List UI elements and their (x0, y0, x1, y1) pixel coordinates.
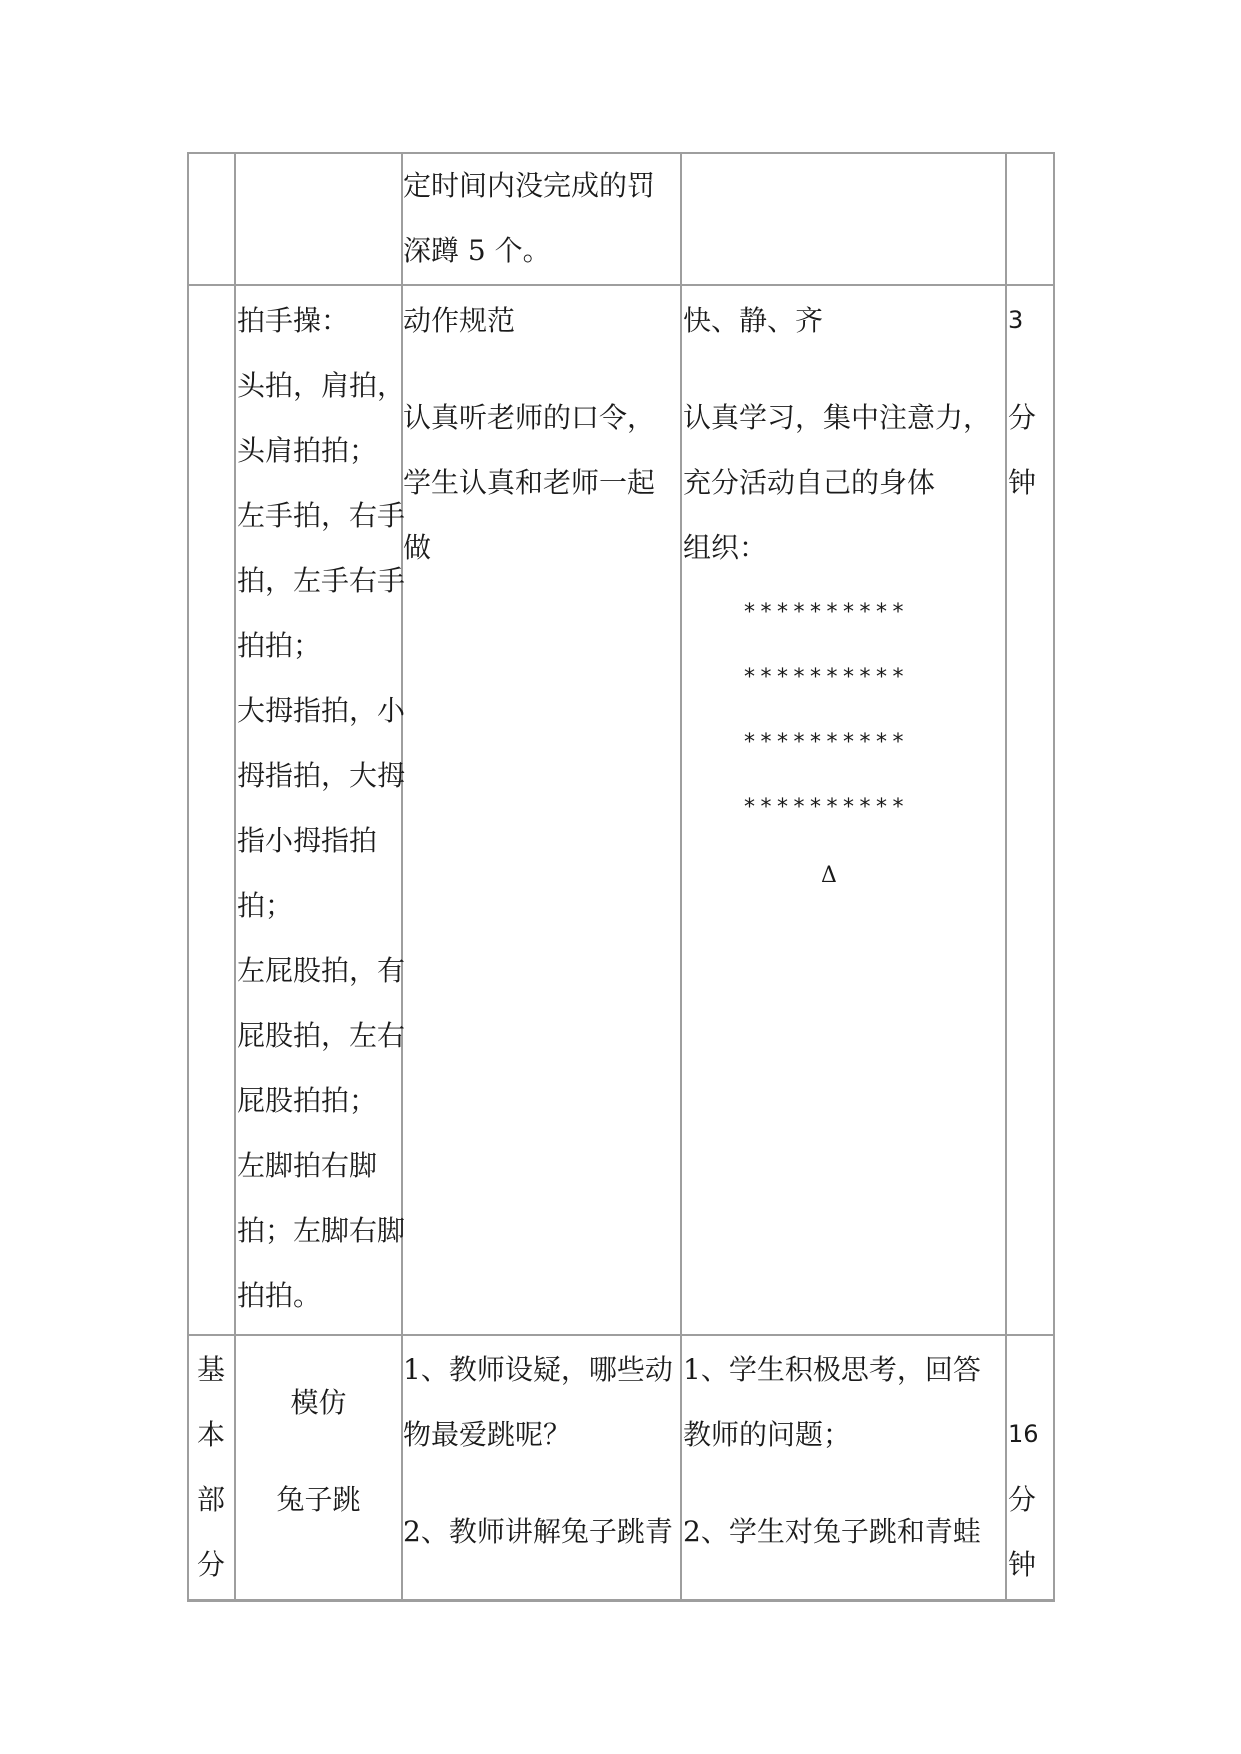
row2-content-line-16: 拍拍。 (237, 1279, 322, 1312)
row2-content-line-13: 屁股拍拍； (237, 1084, 378, 1117)
row3-method-line-2: 物最爱跳呢？ (403, 1418, 572, 1451)
row3-time-unit-2: 钟 (1008, 1548, 1037, 1581)
row3-section-char-2: 本 (197, 1418, 226, 1451)
row3-student-line-3: 2、学生对兔子跳和青蛙 (683, 1515, 981, 1548)
row2-content-line-14: 左脚拍右脚 (237, 1149, 378, 1182)
formation-row-3: ********** (744, 730, 909, 755)
row2-content-line-12: 屁股拍，左右 (237, 1019, 406, 1052)
row2-content-line-3: 头肩拍拍； (237, 434, 378, 467)
formation-row-2: ********** (744, 665, 909, 690)
row2-content-line-7: 大拇指拍，小 (237, 694, 406, 727)
row2-time-unit-1: 分 (1008, 401, 1037, 434)
col-line-3 (680, 152, 682, 1602)
row3-section-char-3: 部 (197, 1483, 226, 1516)
row2-method-line-4: 做 (403, 531, 432, 564)
row2-content-line-4: 左手拍，右手 (237, 499, 406, 532)
row2-time-unit-2: 钟 (1008, 466, 1037, 499)
row2-content-line-1: 拍手操： (237, 304, 350, 337)
row2-student-line-1: 快、静、齐 (683, 304, 824, 337)
row2-method-line-3: 学生认真和老师一起 (403, 466, 656, 499)
row2-student-line-4: 组织： (683, 531, 768, 564)
formation-row-1: ********** (744, 600, 909, 625)
row2-method-line-2: 认真听老师的口令， (403, 401, 656, 434)
row1-method-line-2: 深蹲 5 个。 (403, 234, 551, 267)
row3-student-line-2: 教师的问题； (683, 1418, 852, 1451)
row3-content-line-2: 兔子跳 (276, 1483, 361, 1516)
row2-student-line-2: 认真学习，集中注意力， (683, 401, 992, 434)
row-divider-2 (187, 1334, 1055, 1336)
row3-content-line-1: 模仿 (290, 1386, 347, 1419)
row3-method-line-3: 2、教师讲解兔子跳青 (403, 1515, 673, 1548)
row3-time-number: 16 (1008, 1420, 1039, 1448)
row2-method-line-1: 动作规范 (403, 304, 516, 337)
row3-student-line-1: 1、学生积极思考，回答 (683, 1353, 981, 1386)
row2-content-line-9: 指小拇指拍 (237, 824, 378, 857)
row2-student-line-3: 充分活动自己的身体 (683, 466, 936, 499)
row2-content-line-11: 左屁股拍，有 (237, 954, 406, 987)
formation-row-4: ********** (744, 795, 909, 820)
row2-content-line-2: 头拍，肩拍， (237, 369, 406, 402)
col-line-0 (187, 152, 189, 1602)
col-line-5 (1053, 152, 1055, 1602)
row3-section-char-1: 基 (197, 1353, 226, 1386)
row2-content-line-8: 拇指拍，大拇 (237, 759, 406, 792)
row2-content-line-6: 拍拍； (237, 629, 322, 662)
row2-content-line-10: 拍； (237, 889, 294, 922)
row3-method-line-1: 1、教师设疑，哪些动 (403, 1353, 673, 1386)
row3-section-char-4: 分 (197, 1548, 226, 1581)
row3-time-unit-1: 分 (1008, 1483, 1037, 1516)
col-line-4 (1005, 152, 1007, 1602)
row2-content-line-5: 拍，左手右手 (237, 564, 406, 597)
row2-content-line-15: 拍；左脚右脚 (237, 1214, 406, 1247)
row-divider-1 (187, 284, 1055, 286)
teacher-position-mark: Δ (821, 863, 837, 888)
row1-method-line-1: 定时间内没完成的罚 (403, 169, 656, 202)
table-bottom-border (187, 1599, 1055, 1602)
row2-time-number: 3 (1008, 306, 1024, 334)
